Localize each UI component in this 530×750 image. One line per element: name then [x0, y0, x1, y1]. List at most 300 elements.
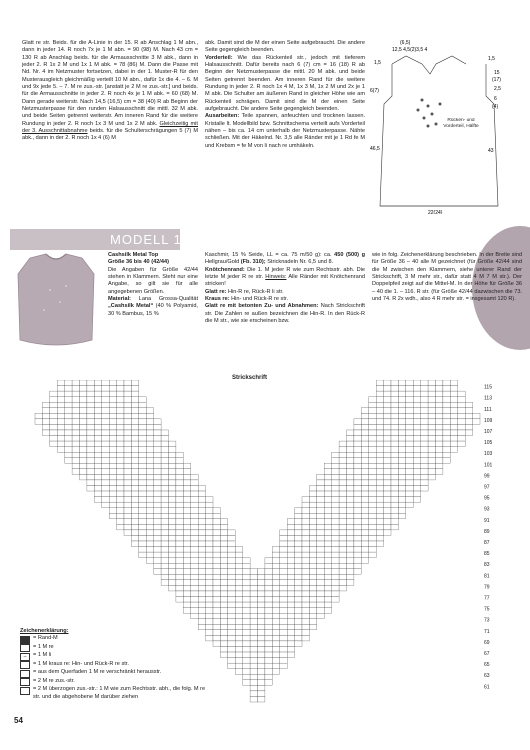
section-heading-kraus: Kraus re: [205, 296, 230, 303]
chart-cell [391, 447, 398, 453]
chart-cell [421, 469, 428, 475]
chart-cell [265, 630, 272, 636]
chart-cell [250, 685, 257, 691]
schematic-dim: 15 [494, 70, 500, 76]
chart-cell [161, 552, 168, 558]
chart-cell [272, 630, 279, 636]
chart-cell [428, 408, 435, 414]
chart-cell [235, 569, 242, 575]
chart-cell [139, 513, 146, 519]
chart-cell [280, 619, 287, 625]
chart-cell [458, 391, 465, 397]
chart-cell [265, 574, 272, 580]
chart-cell [250, 696, 257, 702]
chart-cell [324, 519, 331, 525]
chart-cell [102, 452, 109, 458]
chart-cell [406, 469, 413, 475]
chart-cell [309, 585, 316, 591]
chart-cell [324, 535, 331, 541]
chart-cell [109, 397, 116, 403]
chart-cell [428, 436, 435, 442]
chart-cell [302, 502, 309, 508]
chart-cell [146, 508, 153, 514]
chart-cell [295, 585, 302, 591]
chart-cell [421, 408, 428, 414]
chart-cell [191, 508, 198, 514]
chart-cell [124, 530, 131, 536]
chart-cell [302, 580, 309, 586]
chart-cell [332, 491, 339, 497]
chart-cell [87, 469, 94, 475]
chart-cell [191, 585, 198, 591]
chart-cell [198, 530, 205, 536]
chart-cell [235, 558, 242, 564]
chart-cell [458, 424, 465, 430]
chart-cell [72, 402, 79, 408]
chart-cell [131, 474, 138, 480]
page-number: 54 [14, 716, 23, 725]
instructions-text: abk. Damit sind die M der einen Seite aufgebraucht. Die andere Seite gegengleich beenden. [205, 40, 365, 54]
chart-cell [109, 463, 116, 469]
chart-cell [287, 569, 294, 575]
chart-cell [154, 541, 161, 547]
chart-cell [287, 624, 294, 630]
chart-cell [272, 658, 279, 664]
chart-cell [265, 585, 272, 591]
chart-cell [265, 674, 272, 680]
chart-cell [243, 669, 250, 675]
chart-cell [220, 597, 227, 603]
chart-cell [169, 458, 176, 464]
chart-cell [198, 569, 205, 575]
chart-cell [265, 597, 272, 603]
chart-cell [198, 513, 205, 519]
chart-cell [183, 524, 190, 530]
chart-cell [176, 558, 183, 564]
chart-cell [280, 652, 287, 658]
chart-cell [102, 386, 109, 392]
chart-cell [72, 441, 79, 447]
chart-cell [361, 519, 368, 525]
chart-cell [443, 397, 450, 403]
chart-cell [376, 402, 383, 408]
chart-cell [198, 497, 205, 503]
chart-cell [220, 524, 227, 530]
chart-cell [191, 485, 198, 491]
chart-cell [324, 530, 331, 536]
chart-cell [339, 502, 346, 508]
chart-cell [87, 413, 94, 419]
chart-cell [72, 452, 79, 458]
chart-cell [102, 402, 109, 408]
chart-cell [436, 463, 443, 469]
schematic-dim: 2,5 [494, 86, 501, 92]
chart-cell [339, 524, 346, 530]
chart-cell [94, 408, 101, 414]
chart-cell [235, 597, 242, 603]
model-name: Cashsilk Metal Top [108, 252, 159, 258]
chart-cell [198, 519, 205, 525]
chart-cell [361, 497, 368, 503]
chart-cell [339, 513, 346, 519]
chart-cell [347, 558, 354, 564]
chart-cell [213, 508, 220, 514]
chart-cell [272, 547, 279, 553]
chart-cell [94, 485, 101, 491]
chart-cell [198, 558, 205, 564]
chart-cell [109, 408, 116, 414]
chart-cell [183, 552, 190, 558]
chart-cell [332, 480, 339, 486]
chart-cell [413, 413, 420, 419]
chart-cell [139, 530, 146, 536]
chart-cell [154, 558, 161, 564]
chart-cell [369, 436, 376, 442]
chart-cell [87, 408, 94, 414]
chart-cell [398, 491, 405, 497]
chart-cell [384, 485, 391, 491]
chart-cell [398, 436, 405, 442]
chart-cell [94, 458, 101, 464]
chart-cell [258, 674, 265, 680]
chart-cell [324, 502, 331, 508]
chart-cell [169, 563, 176, 569]
chart-cell [450, 430, 457, 436]
chart-cell [339, 580, 346, 586]
chart-cell [42, 402, 49, 408]
chart-row-label: 69 [484, 639, 490, 646]
legend-item [20, 686, 210, 701]
chart-cell [213, 563, 220, 569]
chart-cell [42, 430, 49, 436]
chart-cell [384, 474, 391, 480]
chart-cell [258, 685, 265, 691]
chart-cell [458, 430, 465, 436]
chart-cell [191, 524, 198, 530]
chart-cell [443, 391, 450, 397]
section-heading-knoetchenrand: Knötchenrand: [205, 266, 245, 273]
chart-cell [421, 397, 428, 403]
chart-cell [398, 485, 405, 491]
chart-cell [109, 474, 116, 480]
chart-cell [80, 408, 87, 414]
chart-cell [213, 569, 220, 575]
chart-cell [161, 452, 168, 458]
chart-cell [102, 463, 109, 469]
chart-cell [302, 513, 309, 519]
chart-cell [421, 436, 428, 442]
chart-cell [398, 458, 405, 464]
chart-cell [183, 497, 190, 503]
chart-cell [421, 391, 428, 397]
chart-cell [361, 441, 368, 447]
chart-cell [324, 480, 331, 486]
chart-cell [369, 535, 376, 541]
chart-cell [287, 652, 294, 658]
schematic-dim: 46,5 [370, 146, 380, 152]
chart-row-label: 73 [484, 617, 490, 624]
chart-cell [198, 535, 205, 541]
chart-cell [94, 463, 101, 469]
chart-cell [384, 380, 391, 386]
chart-cell [258, 635, 265, 641]
chart-cell [176, 485, 183, 491]
chart-row-label: 89 [484, 528, 490, 535]
chart-cell [280, 630, 287, 636]
chart-cell [450, 402, 457, 408]
chart-row-label: 109 [484, 417, 493, 424]
chart-cell [369, 491, 376, 497]
chart-cell [191, 535, 198, 541]
chart-cell [146, 424, 153, 430]
chart-cell [161, 463, 168, 469]
chart-cell [146, 491, 153, 497]
chart-cell [109, 480, 116, 486]
chart-cell [198, 585, 205, 591]
chart-cell [280, 597, 287, 603]
chart-cell [413, 391, 420, 397]
chart-cell [117, 524, 124, 530]
chart-cell [317, 485, 324, 491]
chart-cell [131, 424, 138, 430]
legend-title: Zeichenerklärung: [20, 628, 69, 634]
chart-cell [124, 386, 131, 392]
chart-cell [339, 535, 346, 541]
chart-cell [72, 424, 79, 430]
chart-cell [406, 474, 413, 480]
chart-cell [354, 530, 361, 536]
chart-cell [206, 608, 213, 614]
chart-cell [191, 519, 198, 525]
chart-cell [428, 463, 435, 469]
chart-cell [220, 574, 227, 580]
chart-cell [65, 430, 72, 436]
chart-cell [258, 602, 265, 608]
chart-cell [369, 408, 376, 414]
chart-cell [57, 380, 64, 386]
chart-cell [376, 413, 383, 419]
chart-cell [139, 474, 146, 480]
chart-cell [265, 669, 272, 675]
chart-cell [146, 480, 153, 486]
chart-cell [332, 558, 339, 564]
chart-cell [354, 569, 361, 575]
chart-cell [391, 452, 398, 458]
legend-item [20, 669, 210, 678]
chart-cell [183, 485, 190, 491]
chart-cell [94, 491, 101, 497]
chart-cell [443, 413, 450, 419]
chart-cell [139, 408, 146, 414]
chart-cell [339, 447, 346, 453]
chart-cell [309, 574, 316, 580]
chart-cell [191, 530, 198, 536]
chart-cell [332, 547, 339, 553]
chart-cell [35, 419, 42, 425]
chart-cell [398, 502, 405, 508]
chart-cell [354, 447, 361, 453]
chart-cell [57, 397, 64, 403]
chart-cell [117, 508, 124, 514]
chart-cell [220, 619, 227, 625]
chart-cell [339, 452, 346, 458]
chart-cell [169, 580, 176, 586]
chart-cell [183, 563, 190, 569]
chart-cell [272, 608, 279, 614]
chart-cell [317, 597, 324, 603]
chart-cell [354, 508, 361, 514]
chart-cell [265, 619, 272, 625]
chart-cell [302, 524, 309, 530]
chart-cell [295, 547, 302, 553]
chart-cell [50, 430, 57, 436]
chart-cell [109, 508, 116, 514]
chart-cell [280, 563, 287, 569]
chart-cell [413, 497, 420, 503]
chart-cell [131, 452, 138, 458]
chart-cell [332, 502, 339, 508]
chart-cell [302, 508, 309, 514]
chart-cell [191, 563, 198, 569]
chart-cell [228, 574, 235, 580]
chart-cell [369, 519, 376, 525]
chart-cell [465, 402, 472, 408]
chart-cell [391, 419, 398, 425]
chart-cell [243, 574, 250, 580]
chart-cell [243, 641, 250, 647]
chart-cell [324, 591, 331, 597]
chart-cell [213, 535, 220, 541]
chart-cell [324, 574, 331, 580]
chart-cell [309, 552, 316, 558]
chart-cell [250, 591, 257, 597]
chart-row-label: 77 [484, 595, 490, 602]
chart-cell [406, 419, 413, 425]
chart-cell [117, 430, 124, 436]
chart-cell [421, 463, 428, 469]
chart-cell [376, 480, 383, 486]
chart-cell [117, 386, 124, 392]
chart-cell [206, 585, 213, 591]
chart-cell [228, 613, 235, 619]
chart-cell [176, 530, 183, 536]
chart-cell [317, 508, 324, 514]
chart-cell [324, 547, 331, 553]
chart-cell [102, 491, 109, 497]
chart-cell [324, 474, 331, 480]
chart-cell [235, 669, 242, 675]
chart-cell [146, 485, 153, 491]
chart-cell [109, 430, 116, 436]
chart-cell [361, 430, 368, 436]
chart-cell [317, 613, 324, 619]
chart-cell [176, 480, 183, 486]
chart-cell [87, 436, 94, 442]
chart-cell [124, 436, 131, 442]
chart-cell [94, 380, 101, 386]
chart-cell [391, 513, 398, 519]
chart-cell [146, 419, 153, 425]
chart-cell [295, 635, 302, 641]
chart-cell [109, 380, 116, 386]
chart-cell [309, 624, 316, 630]
chart-cell [272, 619, 279, 625]
chart-cell [295, 535, 302, 541]
chart-cell [124, 458, 131, 464]
chart-cell [183, 597, 190, 603]
chart-cell [72, 430, 79, 436]
chart-cell [191, 580, 198, 586]
chart-cell [309, 569, 316, 575]
chart-cell [384, 430, 391, 436]
chart-cell [87, 452, 94, 458]
chart-cell [154, 508, 161, 514]
chart-cell [206, 602, 213, 608]
instructions-text: Nach Strickschrift str. Die Zahlen re außen bezeichnen die Hin-R. In den Rück-R die M str., wie sie erscheinen bzw. [205, 303, 365, 325]
chart-cell [117, 497, 124, 503]
chart-row-label: 85 [484, 551, 490, 558]
chart-cell [332, 541, 339, 547]
chart-cell [317, 519, 324, 525]
chart-cell [50, 441, 57, 447]
chart-cell [243, 635, 250, 641]
chart-cell [146, 524, 153, 530]
chart-cell [161, 469, 168, 475]
chart-cell [317, 574, 324, 580]
chart-cell [176, 585, 183, 591]
chart-cell [391, 408, 398, 414]
legend-item [20, 652, 210, 661]
chart-cell [391, 524, 398, 530]
chart-row-label: 115 [484, 384, 492, 391]
chart-cell [72, 436, 79, 442]
chart-cell [206, 574, 213, 580]
chart-cell [354, 436, 361, 442]
chart-cell [80, 430, 87, 436]
chart-cell [220, 585, 227, 591]
chart-cell [57, 447, 64, 453]
chart-cell [458, 402, 465, 408]
chart-cell [139, 508, 146, 514]
chart-cell [287, 563, 294, 569]
chart-cell [235, 658, 242, 664]
chart-cell [406, 391, 413, 397]
chart-cell [287, 574, 294, 580]
chart-cell [117, 452, 124, 458]
chart-cell [324, 585, 331, 591]
chart-cell [80, 458, 87, 464]
chart-cell [80, 397, 87, 403]
instructions-text: Kaschmir, 15 % Seide, LL = ca. 75 m/50 g): ca. [205, 252, 332, 258]
chart-cell [265, 608, 272, 614]
chart-cell [354, 419, 361, 425]
chart-cell [398, 447, 405, 453]
chart-cell [398, 413, 405, 419]
chart-cell [406, 463, 413, 469]
chart-cell [302, 558, 309, 564]
chart-cell [102, 419, 109, 425]
chart-cell [361, 447, 368, 453]
chart-cell [154, 513, 161, 519]
chart-cell [443, 408, 450, 414]
chart-cell [57, 413, 64, 419]
chart-cell [50, 408, 57, 414]
chart-cell [436, 430, 443, 436]
chart-cell [309, 619, 316, 625]
chart-cell [213, 635, 220, 641]
chart-cell [272, 563, 279, 569]
chart-cell [265, 680, 272, 686]
